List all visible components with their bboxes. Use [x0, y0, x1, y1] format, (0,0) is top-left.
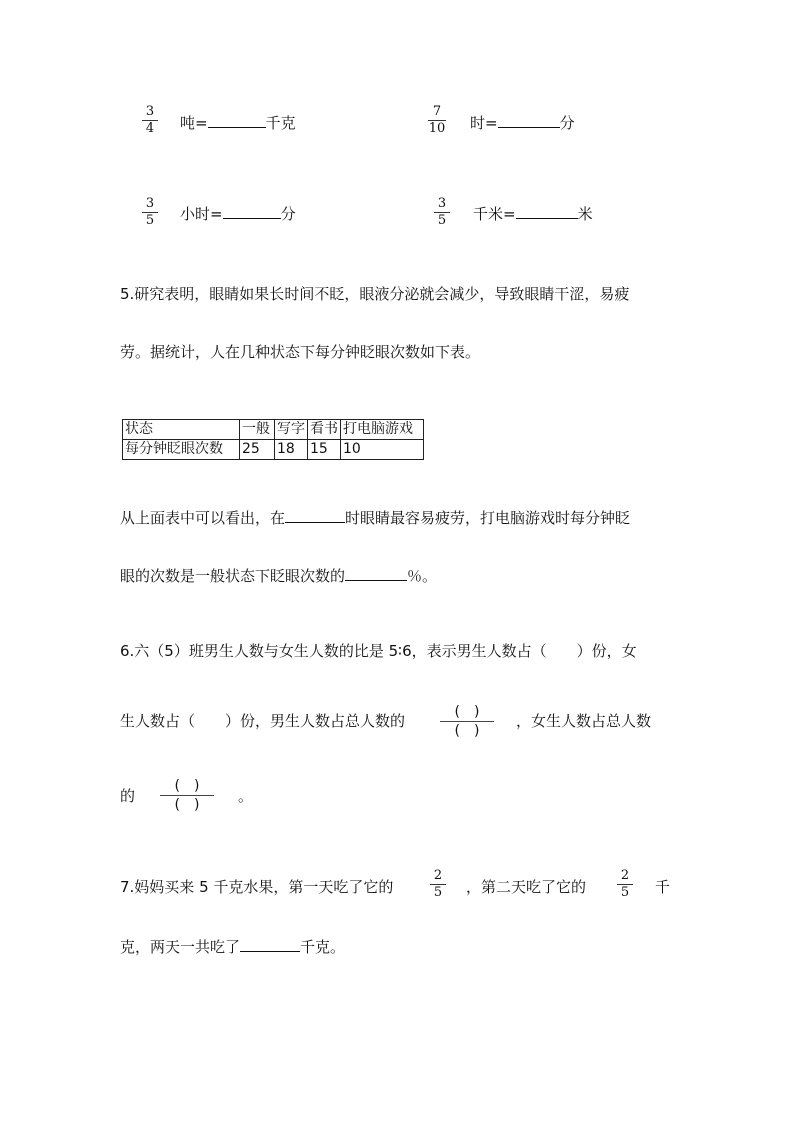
table-cell: 25 [240, 440, 275, 460]
blank-fraction-boys[interactable] [440, 704, 494, 739]
table-row [123, 440, 424, 460]
q7-line-1c: 千 [655, 878, 671, 896]
target-unit: 米 [577, 205, 593, 223]
denominator: 5 [437, 213, 447, 228]
numerator: 3 [437, 196, 447, 211]
table-cell: 看书 [308, 420, 341, 440]
text: 克，两天一共吃了 [120, 938, 241, 956]
conversion-ton [180, 112, 296, 133]
numerator: 2 [620, 868, 630, 883]
numerator: 3 [145, 104, 155, 119]
text: 从上面表中可以看出，在 [120, 509, 286, 527]
numerator: 3 [145, 196, 155, 211]
q7-line-1a: 7.妈妈买来 5 千克水果，第一天吃了它的 [120, 878, 394, 896]
text: 时眼睛最容易疲劳，打电脑游戏时每分钟眨 [345, 509, 631, 527]
paren-numerator: ( ) [174, 778, 200, 794]
q7-line-2 [120, 936, 345, 957]
table-cell: 18 [275, 440, 308, 460]
fraction-2-5-second [615, 869, 635, 900]
q6-line-2b: ，女生人数占总人数 [516, 712, 652, 730]
q7-line-1b: ，第二天吃了它的 [466, 878, 587, 896]
table-cell: 10 [341, 440, 424, 460]
blink-stats-table [122, 419, 424, 460]
paren-denominator: ( ) [454, 723, 480, 739]
text: ％。 [407, 567, 438, 585]
fraction-7-10 [426, 105, 448, 136]
table-cell: 一般 [240, 420, 275, 440]
answer-blank[interactable] [498, 113, 560, 128]
target-unit: 千克 [265, 114, 296, 132]
denominator: 5 [145, 213, 155, 228]
denominator: 5 [620, 885, 630, 900]
table-cell: 写字 [275, 420, 308, 440]
answer-blank[interactable] [516, 204, 578, 219]
q6-line-1: 6.六（5）班男生人数与女生人数的比是 5∶6，表示男生人数占（ ）份，女 [120, 642, 637, 660]
target-unit: 分 [559, 114, 575, 132]
conversion-hours-to-minutes [180, 203, 296, 224]
q6-line-3a: 的 [120, 787, 136, 805]
q5-line-2: 劳。据统计，人在几种状态下每分钟眨眼次数如下表。 [120, 343, 481, 361]
fraction-3-4 [140, 105, 160, 136]
text: 千克。 [300, 938, 346, 956]
paren-denominator: ( ) [174, 797, 200, 813]
conversion-hour [470, 112, 575, 133]
fraction-3-5-km [432, 197, 452, 228]
unit-label: 吨= [180, 114, 208, 132]
table-cell: 打电脑游戏 [341, 420, 424, 440]
q6-line-2a: 生人数占（ ）份，男生人数占总人数的 [120, 712, 406, 730]
table-cell: 状态 [123, 420, 240, 440]
text: 眼的次数是一般状态下眨眼次数的 [120, 567, 346, 585]
answer-blank[interactable] [285, 508, 345, 523]
numerator: 7 [432, 104, 442, 119]
table-row [123, 420, 424, 440]
q6-line-3b: 。 [238, 787, 254, 805]
fraction-3-5 [140, 197, 160, 228]
answer-blank[interactable] [240, 937, 300, 952]
q5-line-3 [120, 507, 630, 528]
unit-label: 千米= [473, 205, 516, 223]
answer-blank[interactable] [208, 113, 266, 128]
numerator: 2 [433, 868, 443, 883]
q5-line-4 [120, 565, 437, 586]
answer-blank[interactable] [223, 204, 281, 219]
table-cell: 每分钟眨眼次数 [123, 440, 240, 460]
table-cell: 15 [308, 440, 341, 460]
q5-line-1: 5.研究表明，眼睛如果长时间不眨，眼液分泌就会减少，导致眼睛干涩，易疲 [120, 285, 630, 303]
denominator: 4 [145, 121, 155, 136]
paren-numerator: ( ) [454, 704, 480, 720]
answer-blank[interactable] [345, 566, 407, 581]
target-unit: 分 [280, 205, 296, 223]
unit-label: 小时= [180, 205, 223, 223]
denominator: 10 [428, 121, 446, 136]
denominator: 5 [433, 885, 443, 900]
unit-label: 时= [470, 114, 498, 132]
blank-fraction-girls[interactable] [160, 778, 214, 813]
fraction-2-5-first [428, 869, 448, 900]
conversion-km [473, 203, 593, 224]
